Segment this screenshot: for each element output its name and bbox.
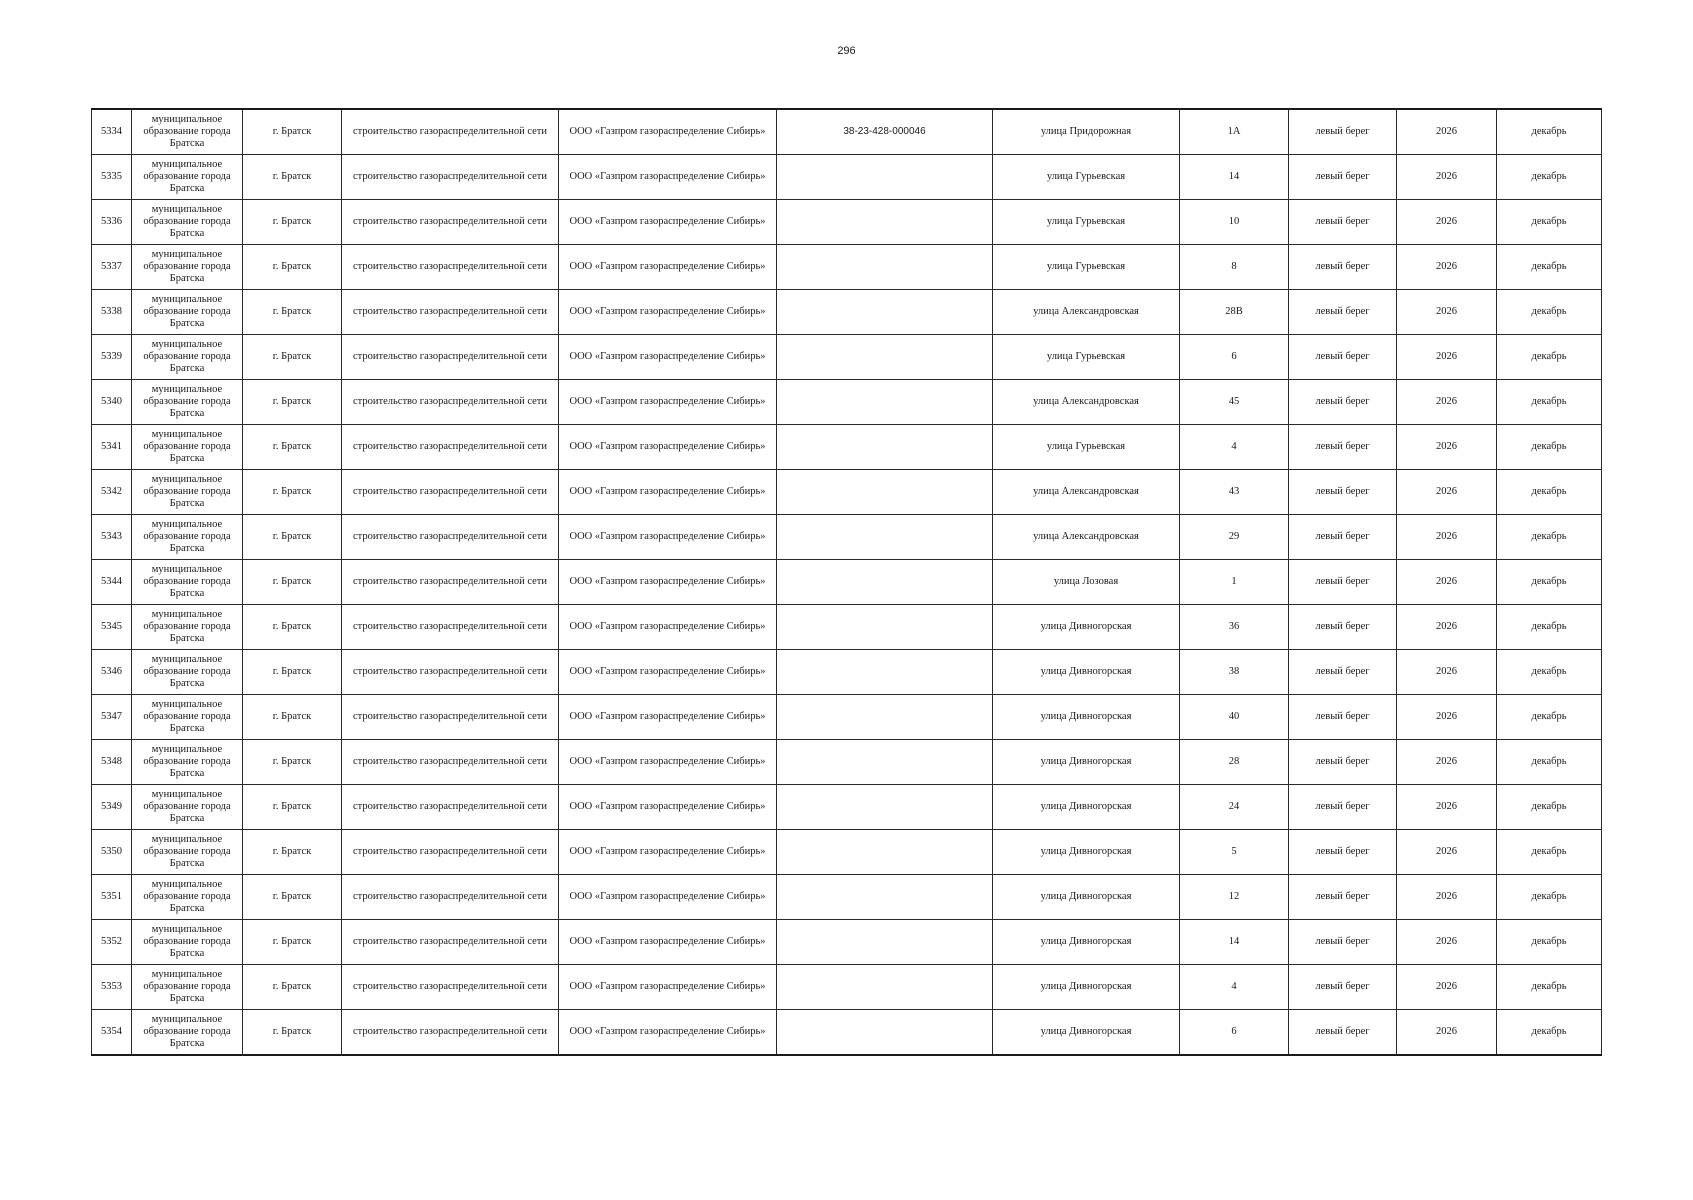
cell-object-code [777,920,993,965]
cell-city: г. Братск [243,560,342,605]
cell-organization: ООО «Газпром газораспределение Сибирь» [559,1010,777,1056]
cell-municipality: муниципальное образование города Братска [132,785,243,830]
cell-organization: ООО «Газпром газораспределение Сибирь» [559,830,777,875]
cell-work-type: строительство газораспределительной сети [342,650,559,695]
cell-organization: ООО «Газпром газораспределение Сибирь» [559,920,777,965]
page-number: 296 [837,45,856,57]
cell-object-code [777,380,993,425]
cell-municipality: муниципальное образование города Братска [132,965,243,1010]
cell-house-number: 43 [1180,470,1289,515]
cell-house-number: 10 [1180,200,1289,245]
cell-river-bank: левый берег [1289,785,1397,830]
cell-street: улица Дивногорская [993,1010,1180,1056]
cell-river-bank: левый берег [1289,515,1397,560]
cell-municipality: муниципальное образование города Братска [132,920,243,965]
cell-row-number: 5354 [92,1010,132,1056]
cell-year: 2026 [1397,109,1497,155]
cell-municipality: муниципальное образование города Братска [132,200,243,245]
cell-municipality: муниципальное образование города Братска [132,109,243,155]
cell-object-code [777,965,993,1010]
cell-river-bank: левый берег [1289,109,1397,155]
cell-river-bank: левый берег [1289,425,1397,470]
cell-street: улица Дивногорская [993,740,1180,785]
cell-month: декабрь [1497,245,1602,290]
cell-row-number: 5352 [92,920,132,965]
cell-row-number: 5348 [92,740,132,785]
cell-municipality: муниципальное образование города Братска [132,560,243,605]
cell-row-number: 5353 [92,965,132,1010]
cell-work-type: строительство газораспределительной сети [342,875,559,920]
cell-organization: ООО «Газпром газораспределение Сибирь» [559,695,777,740]
cell-work-type: строительство газораспределительной сети [342,470,559,515]
cell-organization: ООО «Газпром газораспределение Сибирь» [559,425,777,470]
cell-row-number: 5349 [92,785,132,830]
register-body [92,109,1602,1055]
cell-month: декабрь [1497,650,1602,695]
cell-month: декабрь [1497,695,1602,740]
cell-street: улица Гурьевская [993,155,1180,200]
cell-house-number: 24 [1180,785,1289,830]
cell-municipality: муниципальное образование города Братска [132,605,243,650]
cell-work-type: строительство газораспределительной сети [342,155,559,200]
table-row [92,290,1602,335]
cell-month: декабрь [1497,875,1602,920]
cell-house-number: 1А [1180,109,1289,155]
cell-municipality: муниципальное образование города Братска [132,875,243,920]
cell-year: 2026 [1397,155,1497,200]
cell-house-number: 4 [1180,965,1289,1010]
cell-organization: ООО «Газпром газораспределение Сибирь» [559,335,777,380]
cell-street: улица Гурьевская [993,425,1180,470]
cell-street: улица Дивногорская [993,785,1180,830]
cell-municipality: муниципальное образование города Братска [132,740,243,785]
table-row [92,920,1602,965]
cell-row-number: 5351 [92,875,132,920]
cell-river-bank: левый берег [1289,605,1397,650]
cell-month: декабрь [1497,785,1602,830]
cell-object-code [777,740,993,785]
cell-year: 2026 [1397,470,1497,515]
cell-organization: ООО «Газпром газораспределение Сибирь» [559,109,777,155]
cell-row-number: 5335 [92,155,132,200]
cell-row-number: 5337 [92,245,132,290]
cell-object-code [777,560,993,605]
cell-organization: ООО «Газпром газораспределение Сибирь» [559,290,777,335]
cell-month: декабрь [1497,965,1602,1010]
cell-city: г. Братск [243,785,342,830]
cell-work-type: строительство газораспределительной сети [342,109,559,155]
cell-house-number: 28 [1180,740,1289,785]
cell-street: улица Дивногорская [993,650,1180,695]
cell-house-number: 28В [1180,290,1289,335]
table-row [92,1010,1602,1056]
cell-organization: ООО «Газпром газораспределение Сибирь» [559,965,777,1010]
cell-year: 2026 [1397,695,1497,740]
cell-organization: ООО «Газпром газораспределение Сибирь» [559,875,777,920]
cell-street: улица Александровская [993,470,1180,515]
cell-object-code [777,785,993,830]
cell-organization: ООО «Газпром газораспределение Сибирь» [559,740,777,785]
cell-month: декабрь [1497,1010,1602,1056]
table-row [92,155,1602,200]
cell-river-bank: левый берег [1289,155,1397,200]
cell-object-code [777,155,993,200]
cell-street: улица Дивногорская [993,965,1180,1010]
cell-work-type: строительство газораспределительной сети [342,335,559,380]
cell-city: г. Братск [243,109,342,155]
cell-municipality: муниципальное образование города Братска [132,650,243,695]
cell-street: улица Дивногорская [993,605,1180,650]
cell-year: 2026 [1397,245,1497,290]
cell-month: декабрь [1497,155,1602,200]
cell-street: улица Александровская [993,290,1180,335]
cell-year: 2026 [1397,875,1497,920]
cell-river-bank: левый берег [1289,695,1397,740]
cell-organization: ООО «Газпром газораспределение Сибирь» [559,470,777,515]
cell-work-type: строительство газораспределительной сети [342,605,559,650]
cell-city: г. Братск [243,650,342,695]
cell-year: 2026 [1397,830,1497,875]
cell-river-bank: левый берег [1289,470,1397,515]
cell-municipality: муниципальное образование города Братска [132,515,243,560]
cell-city: г. Братск [243,425,342,470]
cell-row-number: 5336 [92,200,132,245]
cell-object-code [777,425,993,470]
table-row [92,875,1602,920]
cell-month: декабрь [1497,425,1602,470]
cell-month: декабрь [1497,560,1602,605]
table-row [92,605,1602,650]
cell-row-number: 5342 [92,470,132,515]
cell-municipality: муниципальное образование города Братска [132,380,243,425]
cell-month: декабрь [1497,920,1602,965]
cell-street: улица Дивногорская [993,695,1180,740]
cell-city: г. Братск [243,290,342,335]
cell-month: декабрь [1497,470,1602,515]
cell-street: улица Придорожная [993,109,1180,155]
cell-river-bank: левый берег [1289,965,1397,1010]
cell-work-type: строительство газораспределительной сети [342,785,559,830]
cell-municipality: муниципальное образование города Братска [132,155,243,200]
cell-year: 2026 [1397,380,1497,425]
table-row [92,109,1602,155]
cell-municipality: муниципальное образование города Братска [132,245,243,290]
register-table [91,108,1602,1056]
cell-work-type: строительство газораспределительной сети [342,965,559,1010]
cell-object-code [777,830,993,875]
cell-year: 2026 [1397,515,1497,560]
cell-year: 2026 [1397,920,1497,965]
cell-month: декабрь [1497,740,1602,785]
cell-river-bank: левый берег [1289,290,1397,335]
cell-month: декабрь [1497,605,1602,650]
cell-street: улица Дивногорская [993,875,1180,920]
cell-row-number: 5334 [92,109,132,155]
cell-month: декабрь [1497,335,1602,380]
table-row [92,785,1602,830]
cell-river-bank: левый берег [1289,920,1397,965]
cell-house-number: 5 [1180,830,1289,875]
cell-object-code [777,200,993,245]
cell-work-type: строительство газораспределительной сети [342,380,559,425]
cell-year: 2026 [1397,965,1497,1010]
cell-municipality: муниципальное образование города Братска [132,425,243,470]
cell-organization: ООО «Газпром газораспределение Сибирь» [559,605,777,650]
cell-city: г. Братск [243,605,342,650]
cell-house-number: 29 [1180,515,1289,560]
cell-street: улица Гурьевская [993,200,1180,245]
cell-city: г. Братск [243,1010,342,1056]
cell-river-bank: левый берег [1289,380,1397,425]
cell-river-bank: левый берег [1289,830,1397,875]
cell-city: г. Братск [243,740,342,785]
cell-month: декабрь [1497,200,1602,245]
table-row [92,740,1602,785]
cell-work-type: строительство газораспределительной сети [342,830,559,875]
cell-municipality: муниципальное образование города Братска [132,290,243,335]
cell-organization: ООО «Газпром газораспределение Сибирь» [559,515,777,560]
cell-row-number: 5344 [92,560,132,605]
cell-year: 2026 [1397,425,1497,470]
cell-city: г. Братск [243,830,342,875]
cell-house-number: 8 [1180,245,1289,290]
cell-city: г. Братск [243,200,342,245]
cell-municipality: муниципальное образование города Братска [132,335,243,380]
cell-city: г. Братск [243,965,342,1010]
cell-street: улица Александровская [993,515,1180,560]
cell-object-code: 38-23-428-000046 [777,109,993,155]
cell-row-number: 5339 [92,335,132,380]
cell-row-number: 5345 [92,605,132,650]
table-row [92,515,1602,560]
cell-city: г. Братск [243,695,342,740]
cell-object-code [777,1010,993,1056]
cell-organization: ООО «Газпром газораспределение Сибирь» [559,245,777,290]
cell-object-code [777,290,993,335]
cell-house-number: 14 [1180,155,1289,200]
cell-object-code [777,695,993,740]
cell-organization: ООО «Газпром газораспределение Сибирь» [559,155,777,200]
cell-street: улица Лозовая [993,560,1180,605]
cell-river-bank: левый берег [1289,1010,1397,1056]
cell-row-number: 5350 [92,830,132,875]
cell-house-number: 38 [1180,650,1289,695]
cell-work-type: строительство газораспределительной сети [342,695,559,740]
cell-work-type: строительство газораспределительной сети [342,740,559,785]
cell-year: 2026 [1397,335,1497,380]
cell-month: декабрь [1497,380,1602,425]
cell-work-type: строительство газораспределительной сети [342,560,559,605]
cell-work-type: строительство газораспределительной сети [342,920,559,965]
cell-row-number: 5346 [92,650,132,695]
cell-work-type: строительство газораспределительной сети [342,290,559,335]
cell-house-number: 12 [1180,875,1289,920]
cell-municipality: муниципальное образование города Братска [132,470,243,515]
cell-object-code [777,245,993,290]
cell-year: 2026 [1397,1010,1497,1056]
cell-year: 2026 [1397,605,1497,650]
cell-row-number: 5347 [92,695,132,740]
table-row [92,200,1602,245]
cell-object-code [777,605,993,650]
cell-object-code [777,335,993,380]
table-row [92,470,1602,515]
cell-street: улица Гурьевская [993,335,1180,380]
cell-organization: ООО «Газпром газораспределение Сибирь» [559,650,777,695]
cell-organization: ООО «Газпром газораспределение Сибирь» [559,200,777,245]
cell-city: г. Братск [243,875,342,920]
cell-house-number: 6 [1180,335,1289,380]
cell-month: декабрь [1497,290,1602,335]
cell-year: 2026 [1397,290,1497,335]
cell-object-code [777,470,993,515]
table-row [92,335,1602,380]
cell-city: г. Братск [243,920,342,965]
cell-river-bank: левый берег [1289,875,1397,920]
table-row [92,650,1602,695]
cell-house-number: 40 [1180,695,1289,740]
table-row [92,695,1602,740]
cell-city: г. Братск [243,515,342,560]
cell-year: 2026 [1397,785,1497,830]
cell-work-type: строительство газораспределительной сети [342,1010,559,1056]
cell-row-number: 5343 [92,515,132,560]
cell-organization: ООО «Газпром газораспределение Сибирь» [559,380,777,425]
cell-object-code [777,515,993,560]
cell-object-code [777,650,993,695]
cell-river-bank: левый берег [1289,650,1397,695]
table-row [92,965,1602,1010]
cell-city: г. Братск [243,380,342,425]
cell-organization: ООО «Газпром газораспределение Сибирь» [559,560,777,605]
cell-river-bank: левый берег [1289,740,1397,785]
cell-year: 2026 [1397,560,1497,605]
cell-street: улица Дивногорская [993,920,1180,965]
cell-house-number: 4 [1180,425,1289,470]
cell-house-number: 45 [1180,380,1289,425]
cell-street: улица Дивногорская [993,830,1180,875]
cell-municipality: муниципальное образование города Братска [132,695,243,740]
table-row [92,560,1602,605]
cell-river-bank: левый берег [1289,335,1397,380]
cell-municipality: муниципальное образование города Братска [132,1010,243,1056]
cell-city: г. Братск [243,245,342,290]
cell-organization: ООО «Газпром газораспределение Сибирь» [559,785,777,830]
cell-city: г. Братск [243,335,342,380]
cell-street: улица Александровская [993,380,1180,425]
cell-month: декабрь [1497,515,1602,560]
cell-work-type: строительство газораспределительной сети [342,515,559,560]
table-row [92,830,1602,875]
cell-object-code [777,875,993,920]
cell-city: г. Братск [243,155,342,200]
cell-year: 2026 [1397,740,1497,785]
cell-row-number: 5338 [92,290,132,335]
cell-municipality: муниципальное образование города Братска [132,830,243,875]
table-row [92,425,1602,470]
cell-row-number: 5341 [92,425,132,470]
cell-work-type: строительство газораспределительной сети [342,200,559,245]
cell-month: декабрь [1497,109,1602,155]
cell-river-bank: левый берег [1289,200,1397,245]
cell-river-bank: левый берег [1289,245,1397,290]
cell-river-bank: левый берег [1289,560,1397,605]
cell-row-number: 5340 [92,380,132,425]
cell-year: 2026 [1397,650,1497,695]
cell-house-number: 14 [1180,920,1289,965]
cell-street: улица Гурьевская [993,245,1180,290]
cell-city: г. Братск [243,470,342,515]
cell-house-number: 36 [1180,605,1289,650]
table-row [92,245,1602,290]
table-row [92,380,1602,425]
cell-house-number: 1 [1180,560,1289,605]
cell-year: 2026 [1397,200,1497,245]
cell-work-type: строительство газораспределительной сети [342,245,559,290]
cell-month: декабрь [1497,830,1602,875]
cell-work-type: строительство газораспределительной сети [342,425,559,470]
cell-house-number: 6 [1180,1010,1289,1056]
